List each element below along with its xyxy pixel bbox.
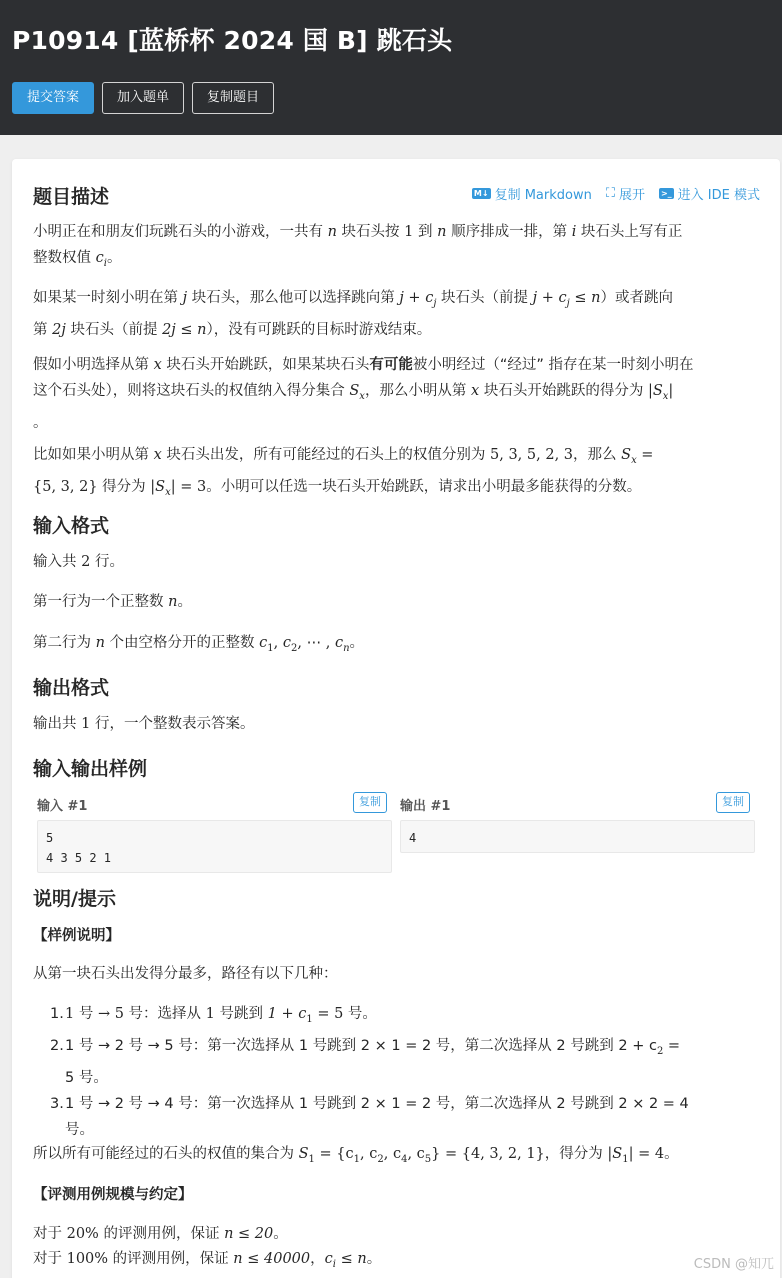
action-bar	[12, 82, 770, 114]
problem-toolbar	[472, 184, 760, 203]
description-paragraph-2: 如果某一时刻小明在第 j 块石头，那么他可以选择跳向第 $j + c_j$ 块石头（前提 $j + c_j \le n$）或者跳向 第 2j 块石头（前提 2j ≤ n），没有可跳跃的目标时游戏结束。	[33, 290, 673, 338]
sample-output-label: 输出 #1	[400, 799, 451, 814]
submit-button[interactable]: 提交答案	[12, 82, 94, 114]
input-format-line-3: 第二行为 n 个由空格分开的正整数 $c_1$, $c_2$, ⋯ , $c_n$。	[33, 635, 365, 654]
hint-intro: 从第一块石头出发得分最多，路径有以下几种：	[33, 966, 338, 982]
sample-input-box[interactable]: 5 4 3 5 2 1	[37, 820, 392, 873]
input-format-line-1: 输入共 2 行。	[33, 554, 124, 570]
markdown-icon: M↓	[473, 189, 489, 198]
sample-input-label: 输入 #1	[37, 799, 88, 814]
hint-title: 说明/提示	[33, 888, 116, 910]
scale-line-1: 对于 20% 的评测用例，保证 n ≤ 20。	[33, 1226, 288, 1242]
watermark: CSDN @知兀	[693, 1257, 774, 1272]
copy-output-button[interactable]: 复制	[716, 792, 750, 813]
sample-explanation-heading: 【样例说明】	[33, 928, 120, 944]
add-to-list-button[interactable]: 加入题单	[102, 82, 184, 114]
description-paragraph-1: 小明正在和朋友们玩跳石头的小游戏，一共有 n 块石头按 1 到 n 顺序排成一排，第 i 块石头上写有正 整数权值 $c_i$。	[33, 224, 683, 269]
problem-card	[12, 159, 780, 1278]
scale-line-2: 对于 100% 的评测用例，保证 n ≤ 40000，$c_i \le n$。	[33, 1251, 382, 1270]
list-item: 3.1 号 → 2 号 → 4 号：第一次选择从 1 号跳到 2 × 1 = 2 号，第二次选择从 2 号跳到 2 × 2 = 4 号。	[50, 1095, 689, 1138]
description-paragraph-3: 假如小明选择从第 x 块石头开始跳跃，如果某块石头有可能被小明经过（“经过” 指存在某一时刻小明在 这个石头处），则将这块石头的权值纳入得分集合 $S_x$，那么小明从第 x 块石头开始跳跃的得分为 $|S_x|$ 。	[33, 357, 694, 431]
input-format-line-2: 第一行为一个正整数 n。	[33, 594, 192, 610]
problem-header	[0, 0, 782, 135]
terminal-icon: >_	[660, 189, 672, 198]
output-format-title: 输出格式	[33, 677, 110, 699]
scale-heading: 【评测用例规模与约定】	[33, 1187, 193, 1203]
hint-list	[50, 1001, 762, 1143]
ide-mode-link[interactable]: >_ 进入 IDE 模式	[660, 188, 760, 203]
description-paragraph-4: 比如如果小明从第 x 块石头出发，所有可能经过的石头上的权值分别为 5, 3, 5, 2, 3，那么 $S_x$ = {5, 3, 2} 得分为 $|S_x| = 3$。小明可以任选一块石头开始跳跃，请求出小明最多能获得的分数。	[33, 447, 654, 498]
input-format-title: 输入格式	[33, 515, 110, 537]
expand-icon: ⛶	[605, 186, 615, 201]
page-title: P10914 [蓝桥杯 2024 国 B] 跳石头	[12, 26, 453, 55]
list-item: 1.1 号 → 5 号：选择从 1 号跳到 $1 + c_1 = 5$ 号。	[50, 1006, 377, 1025]
samples-title: 输入输出样例	[33, 758, 148, 780]
description-title: 题目描述	[33, 186, 110, 208]
hint-summary: 所以所有可能经过的石头的权值的集合为 $S_1 = \{c_1$, $c_2$, $c_4$, $c_5\} = \{4$, 3, 2, 1}，得分为 $|S_1| = 4$。	[33, 1146, 679, 1165]
list-item: 2.1 号 → 2 号 → 5 号：第一次选择从 1 号跳到 2 × 1 = 2 号，第二次选择从 2 号跳到 $2 + c_2$ = 5 号。	[50, 1037, 681, 1086]
copy-problem-button[interactable]: 复制题目	[192, 82, 274, 114]
output-format-line-1: 输出共 1 行，一个整数表示答案。	[33, 716, 255, 732]
copy-input-button[interactable]: 复制	[353, 792, 387, 813]
copy-markdown-link[interactable]: M↓ 复制 Markdown	[473, 188, 592, 203]
sample-output-box[interactable]: 4	[400, 820, 755, 853]
expand-link[interactable]: ⛶ 展开	[605, 186, 645, 203]
